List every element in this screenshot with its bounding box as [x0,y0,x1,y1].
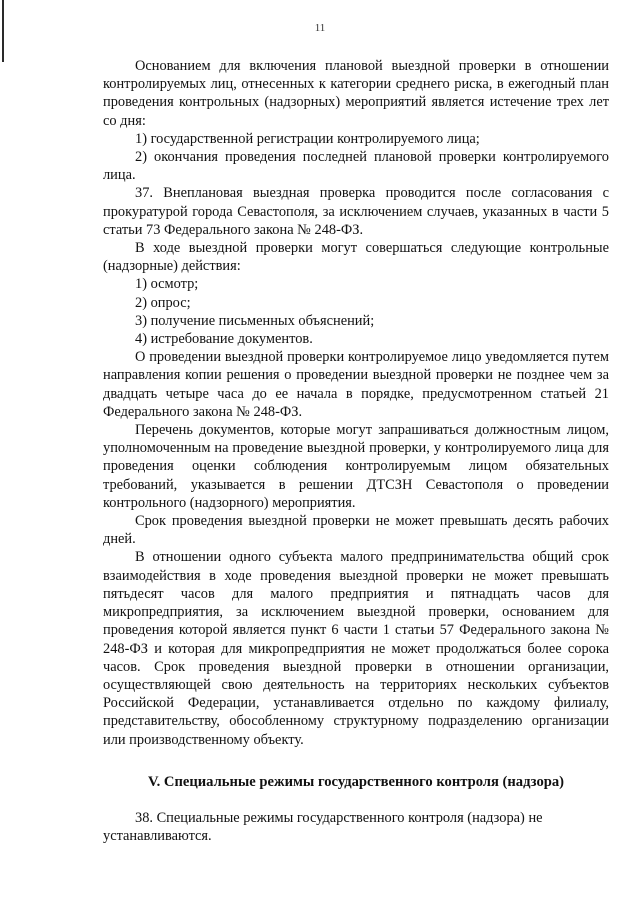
paragraph: Срок проведения выездной проверки не может превышать десять рабочих дней. [103,513,609,548]
paragraph: В отношении одного субъекта малого предпринимательства общий срок взаимодействия в ходе проведения выездной проверки не может превышать пятьдесят часов для малого предприятия и пятнадцать часов для микропредприятия, за исключением выездной проверки, основанием для проведения которой является пункт 6 части 1 статьи 57 Федерального закона № 248-ФЗ и которая для микропредприятия не может продолжаться более сорока часов. Срок проведения выездной проверки в отношении организации, осуществляющей свою деятельность на территориях нескольких субъектов Российской Федерации, устанавливается отдельно по каждому филиалу, представительству, обособленному структурному подразделению организации или производственному объекту. [103,549,609,748]
list-item: 1) осмотр; [135,276,199,293]
paragraph: 38. Специальные режимы государственного контроля (надзора) не устанавливаются. [103,809,543,845]
list-item: 4) истребование документов. [135,331,313,348]
list-item: 3) получение письменных объяснений; [135,312,375,329]
paragraph: Основанием для включения плановой выездной проверки в отношении контролируемых лиц, отнесенных к категории среднего риска, в ежегодный план проведения контрольных (надзорных) мероприятий является истечение трех лет со дня: [103,58,609,129]
section-heading: V. Специальные режимы государственного контроля (надзора) [147,773,565,790]
list-item: 2) опрос; [135,294,191,311]
page-number: 11 [314,22,326,34]
paragraph: 37. Внеплановая выездная проверка проводится после согласования с прокуратурой города Севастополя, за исключением случаев, указанных в части 5 статьи 73 Федерального закона № 248-ФЗ. [103,185,609,238]
list-item: 2) окончания проведения последней плановой проверки контролируемого лица. [103,149,609,184]
paragraph: В ходе выездной проверки могут совершаться следующие контрольные (надзорные) действия: [103,240,609,275]
paragraph: Перечень документов, которые могут запрашиваться должностным лицом, уполномоченным на проведение выездной проверки, у контролируемого лица для проведения оценки соблюдения контролируемым лицом обязательных требований, указывается в решении ДТСЗН Севастополя о проведении контрольного (надзорного) мероприятия. [103,422,609,511]
list-item: 1) государственной регистрации контролируемого лица; [135,130,480,147]
document-body [103,57,609,845]
paragraph: О проведении выездной проверки контролируемое лицо уведомляется путем направления копии решения о проведении выездной проверки не позднее чем за двадцать четыре часа до ее начала в порядке, предусмотренном статьей 21 Федерального закона № 248-ФЗ. [103,349,609,420]
